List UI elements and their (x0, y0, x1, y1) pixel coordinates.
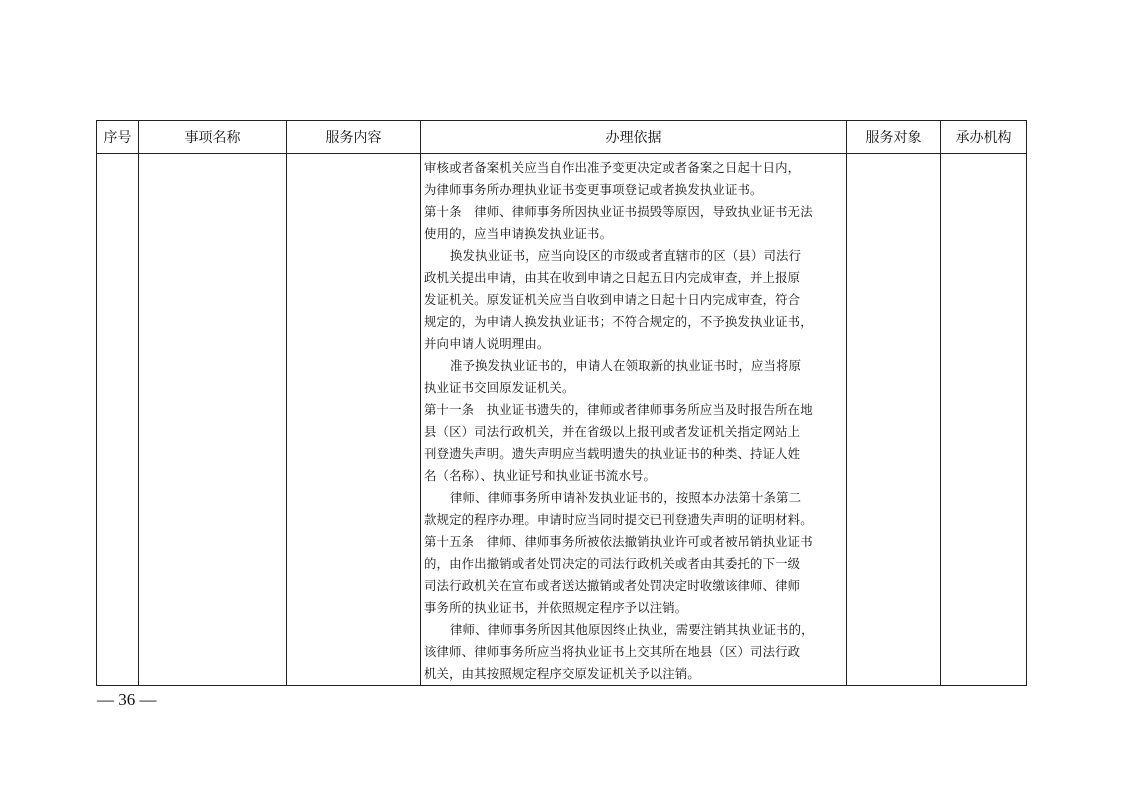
basis-line: 司法行政机关在宣布或者送达撤销或者处罚决定时收缴该律师、律师 (424, 578, 801, 593)
header-service-target: 服务对象 (847, 121, 941, 154)
header-basis: 办理依据 (421, 121, 847, 154)
cell-service-content (287, 154, 421, 686)
basis-line: 执业证书交回原发证机关。 (424, 380, 575, 395)
basis-line: 第十条 律师、律师事务所因执业证书损毁等原因，导致执业证书无法 (424, 204, 813, 219)
basis-line: 县（区）司法行政机关，并在省级以上报刊或者发证机关指定网站上 (424, 424, 801, 439)
basis-line: 第十五条 律师、律师事务所被依法撤销执业许可或者被吊销执业证书 (424, 534, 813, 549)
basis-line: 该律师、律师事务所应当将执业证书上交其所在地县（区）司法行政 (424, 644, 801, 659)
basis-line: 规定的，为申请人换发执业证书；不符合规定的，不予换发执业证书， (424, 314, 813, 329)
basis-line: 刊登遗失声明。遗失声明应当载明遗失的执业证书的种类、持证人姓 (424, 446, 801, 461)
basis-line: 并向申请人说明理由。 (424, 336, 550, 351)
basis-line: 第十一条 执业证书遗失的，律师或者律师事务所应当及时报告所在地 (424, 402, 813, 417)
table-row (97, 154, 1027, 686)
basis-line: 审核或者备案机关应当自作出准予变更决定或者备案之日起十日内， (424, 160, 801, 175)
cell-service-target (847, 154, 941, 686)
basis-line: 政机关提出申请，由其在收到申请之日起五日内完成审查，并上报原 (424, 270, 801, 285)
basis-line: 款规定的程序办理。申请时应当同时提交已刊登遗失声明的证明材料。 (424, 512, 813, 527)
basis-line: 律师、律师事务所申请补发执业证书的，按照本办法第十条第二 (450, 490, 802, 505)
cell-agency (941, 154, 1027, 686)
page-number: — 36 — (97, 690, 157, 709)
cell-basis (421, 154, 847, 686)
basis-line: 名（名称）、执业证号和执业证书流水号。 (424, 468, 657, 483)
header-item-name: 事项名称 (139, 121, 287, 154)
table-header-row (97, 121, 1027, 154)
header-agency: 承办机构 (941, 121, 1027, 154)
cell-item-name (139, 154, 287, 686)
basis-line: 换发执业证书，应当向设区的市级或者直辖市的区（县）司法行 (450, 248, 802, 263)
basis-line: 机关，由其按照规定程序交原发证机关予以注销。 (424, 666, 700, 681)
basis-line: 发证机关。原发证机关应当自收到申请之日起十日内完成审查，符合 (424, 292, 801, 307)
basis-line: 的，由作出撤销或者处罚决定的司法行政机关或者由其委托的下一级 (424, 556, 801, 571)
document-table (96, 120, 1027, 686)
header-service-content: 服务内容 (287, 121, 421, 154)
basis-line: 律师、律师事务所因其他原因终止执业，需要注销其执业证书的， (450, 622, 814, 637)
header-seq: 序号 (97, 121, 139, 154)
basis-line: 使用的，应当申请换发执业证书。 (424, 226, 613, 241)
basis-line: 事务所的执业证书，并依照规定程序予以注销。 (424, 600, 688, 615)
basis-line: 准予换发执业证书的，申请人在领取新的执业证书时，应当将原 (450, 358, 802, 373)
basis-line: 为律师事务所办理执业证书变更事项登记或者换发执业证书。 (424, 182, 763, 197)
cell-seq (97, 154, 139, 686)
